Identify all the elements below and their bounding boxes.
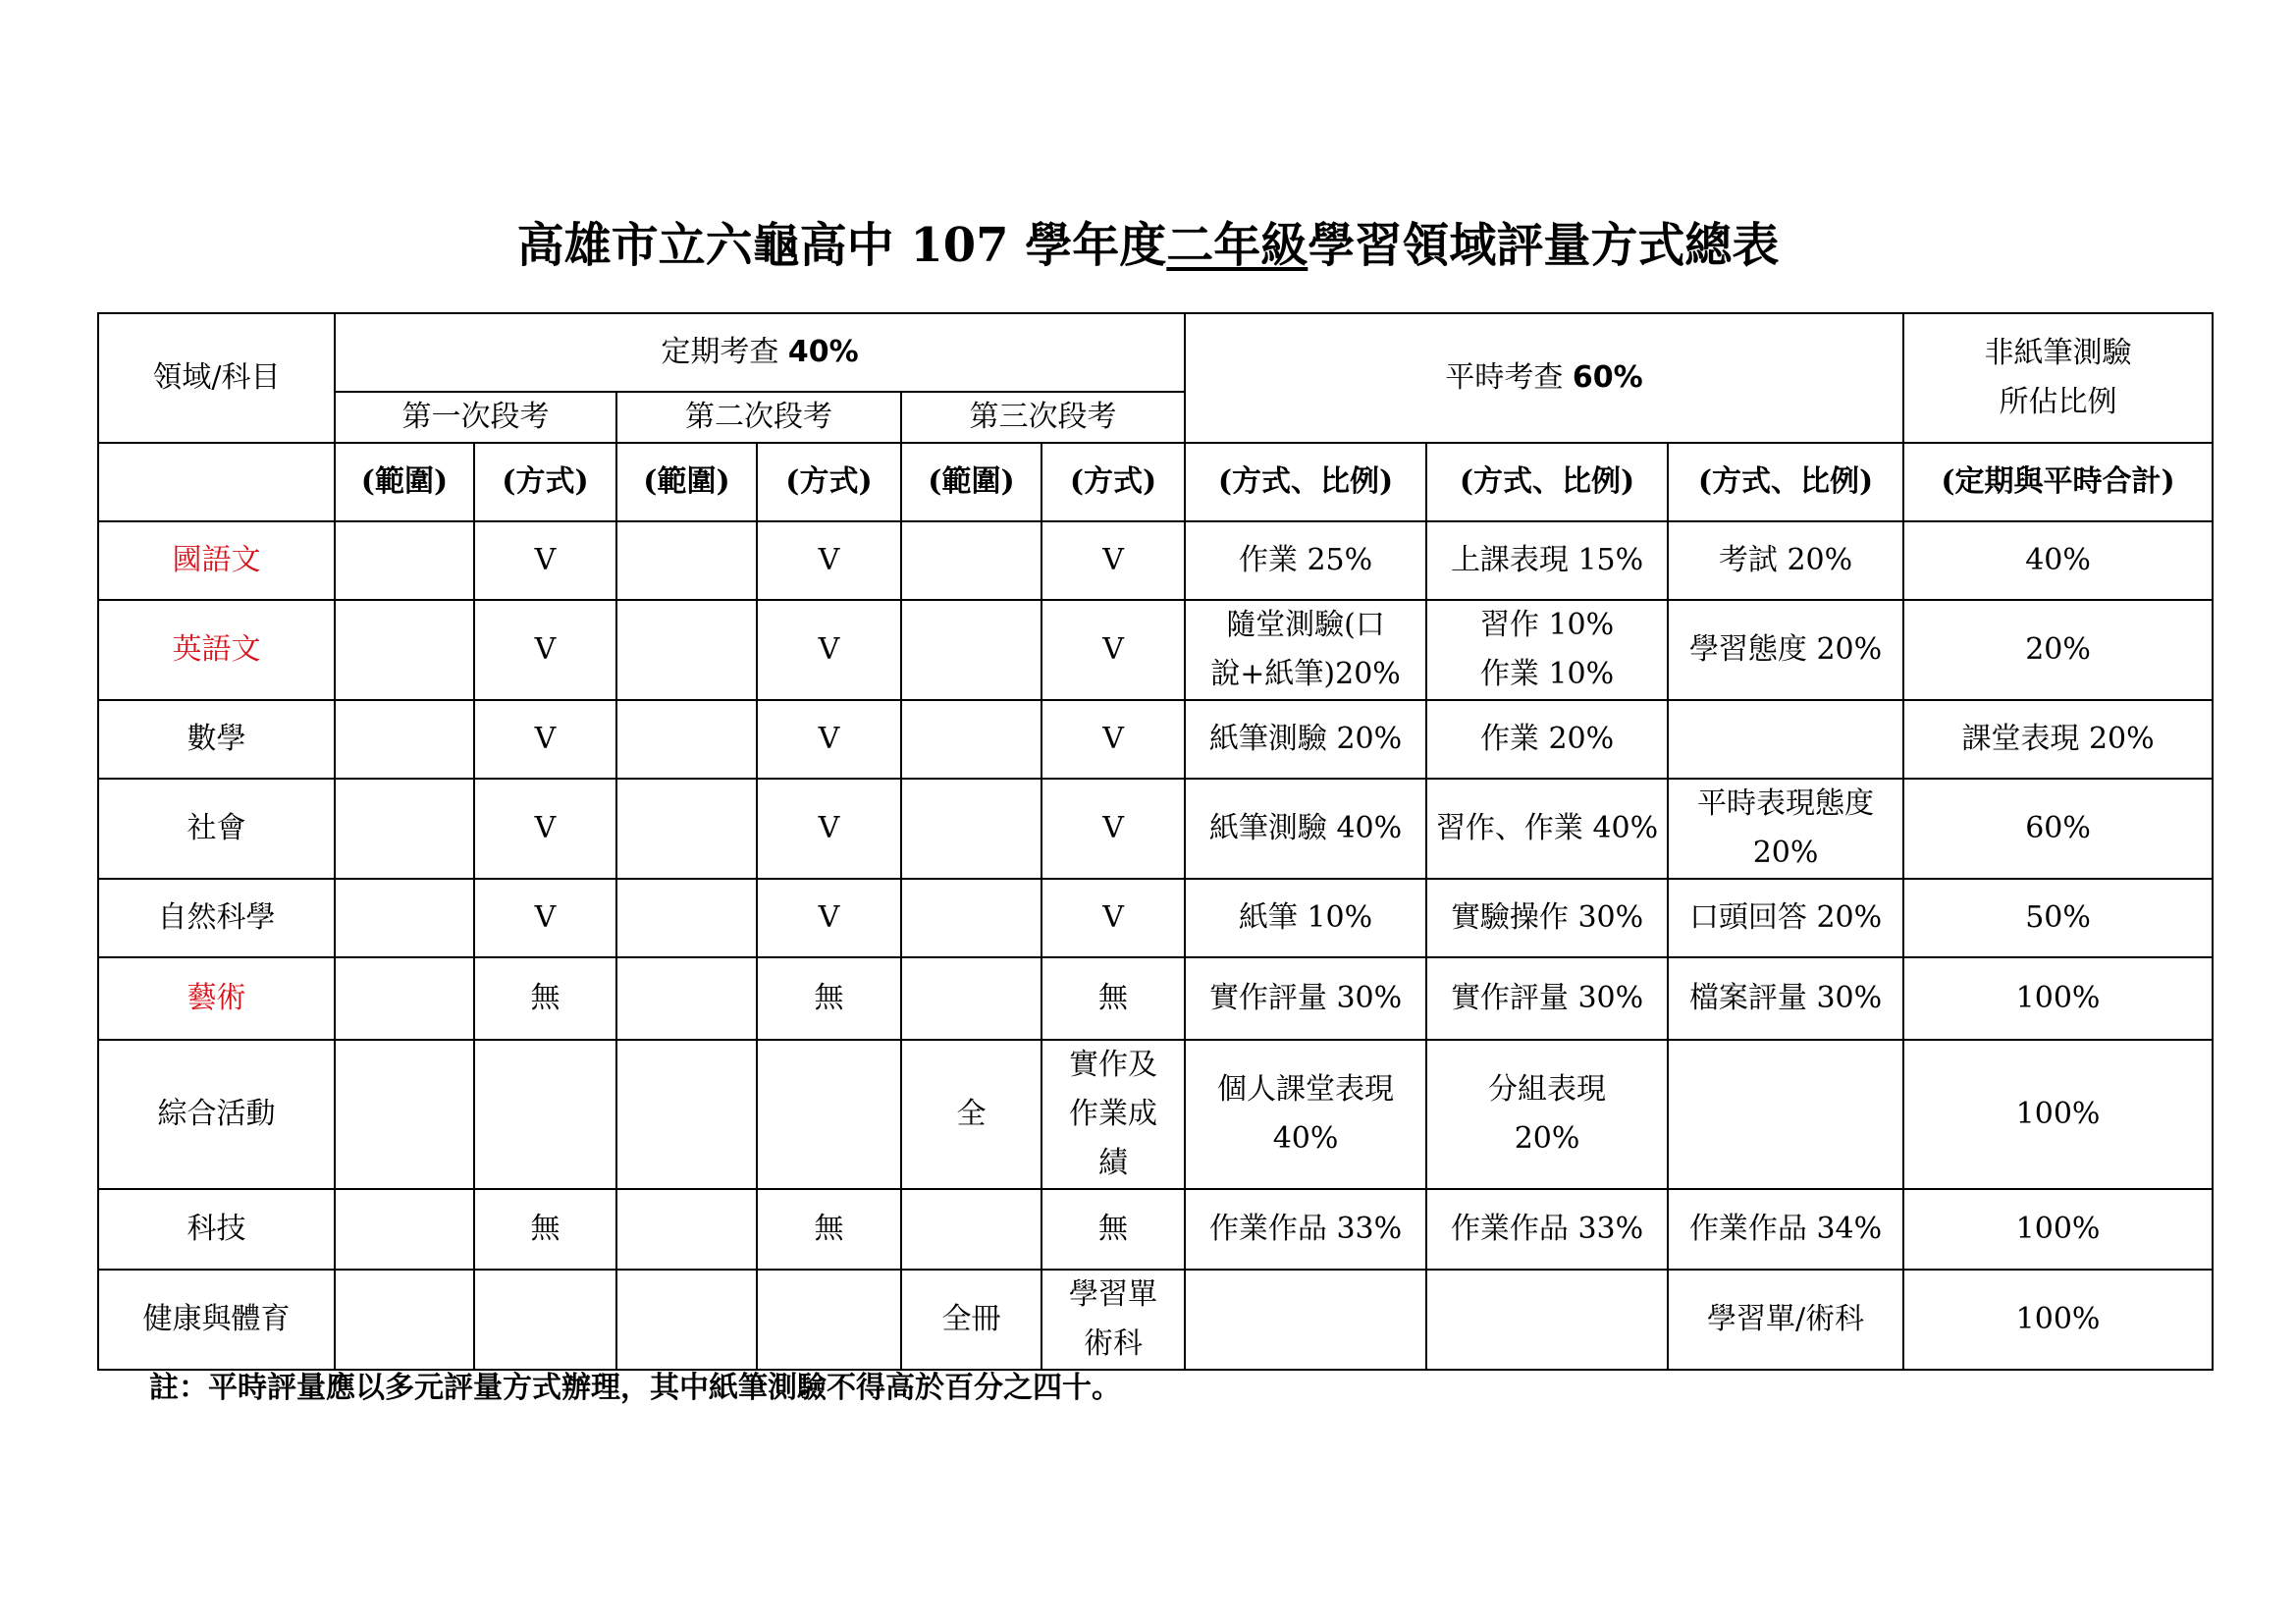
table-cell xyxy=(616,1040,757,1189)
table-cell: 考試 20% xyxy=(1668,521,1903,600)
table-cell: 作業作品 33% xyxy=(1185,1189,1426,1270)
table-cell: V xyxy=(474,779,616,879)
subheader-range: (範圍) xyxy=(335,443,474,521)
table-cell xyxy=(335,779,474,879)
table-cell xyxy=(335,957,474,1040)
table-cell: 作業 25% xyxy=(1185,521,1426,600)
subject-cell: 藝術 xyxy=(98,957,335,1040)
table-cell: 實作評量 30% xyxy=(1426,957,1668,1040)
table-cell xyxy=(616,700,757,779)
title-suffix: 學習領域評量方式總表 xyxy=(1308,218,1780,273)
table-row xyxy=(98,1270,2213,1370)
table-cell xyxy=(901,700,1041,779)
subject-cell: 英語文 xyxy=(98,600,335,700)
assessment-table xyxy=(97,312,2214,1371)
table-cell: 學習單/術科 xyxy=(1668,1270,1903,1370)
title-grade: 二年級 xyxy=(1166,218,1308,273)
table-cell xyxy=(616,521,757,600)
table-cell: 作業作品 33% xyxy=(1426,1189,1668,1270)
subheader-range: (範圍) xyxy=(901,443,1041,521)
subheader-method-ratio: (方式、比例) xyxy=(1668,443,1903,521)
exam-1-header: 第一次段考 xyxy=(335,392,616,443)
table-cell xyxy=(901,521,1041,600)
table-cell xyxy=(335,600,474,700)
table-cell: 20% xyxy=(1903,600,2213,700)
domain-header: 領域/科目 xyxy=(98,313,335,443)
table-cell xyxy=(474,1040,616,1189)
table-cell: V xyxy=(757,521,901,600)
table-cell: 習作 10% 作業 10% xyxy=(1426,600,1668,700)
table-cell xyxy=(757,1270,901,1370)
table-cell: 100% xyxy=(1903,1040,2213,1189)
title-prefix: 高雄市立六龜高中 107 學年度 xyxy=(516,218,1167,273)
table-cell xyxy=(616,1189,757,1270)
table-row xyxy=(98,521,2213,600)
table-cell xyxy=(1185,1270,1426,1370)
table-cell: V xyxy=(757,600,901,700)
subheader-range: (範圍) xyxy=(616,443,757,521)
table-cell: V xyxy=(1041,700,1185,779)
table-cell: 無 xyxy=(1041,957,1185,1040)
table-cell: 無 xyxy=(757,1189,901,1270)
table-row xyxy=(98,957,2213,1040)
table-cell xyxy=(1668,1040,1903,1189)
subject-cell: 健康與體育 xyxy=(98,1270,335,1370)
table-cell: 平時表現態度 20% xyxy=(1668,779,1903,879)
table-cell xyxy=(1426,1270,1668,1370)
table-cell: 40% xyxy=(1903,521,2213,600)
table-cell: V xyxy=(1041,600,1185,700)
exam-3-header: 第三次段考 xyxy=(901,392,1185,443)
table-cell: 全 xyxy=(901,1040,1041,1189)
table-cell: 上課表現 15% xyxy=(1426,521,1668,600)
table-cell: 個人課堂表現 40% xyxy=(1185,1040,1426,1189)
subject-cell: 社會 xyxy=(98,779,335,879)
table-cell xyxy=(901,1189,1041,1270)
table-row xyxy=(98,1189,2213,1270)
table-cell: 無 xyxy=(757,957,901,1040)
periodic-exam-percent: 40% xyxy=(787,335,859,369)
table-cell xyxy=(901,879,1041,957)
table-cell xyxy=(616,1270,757,1370)
daily-exam-percent: 60% xyxy=(1572,360,1643,395)
table-cell: 分組表現 20% xyxy=(1426,1040,1668,1189)
nonpaper-header xyxy=(1903,313,2213,443)
table-row xyxy=(98,779,2213,879)
table-cell xyxy=(1668,700,1903,779)
document-title xyxy=(0,214,2296,277)
table-cell: 口頭回答 20% xyxy=(1668,879,1903,957)
table-row xyxy=(98,1040,2213,1189)
table-cell xyxy=(616,600,757,700)
subject-cell: 自然科學 xyxy=(98,879,335,957)
exam-2-header: 第二次段考 xyxy=(616,392,901,443)
periodic-exam-header xyxy=(335,313,1185,392)
table-cell xyxy=(901,600,1041,700)
table-cell xyxy=(757,1040,901,1189)
table-row xyxy=(98,600,2213,700)
table-cell xyxy=(335,700,474,779)
subject-cell: 綜合活動 xyxy=(98,1040,335,1189)
table-cell xyxy=(335,1040,474,1189)
table-cell: V xyxy=(757,879,901,957)
table-cell: 作業作品 34% xyxy=(1668,1189,1903,1270)
table-cell: 課堂表現 20% xyxy=(1903,700,2213,779)
table-cell: 100% xyxy=(1903,1189,2213,1270)
table-cell: 學習單 術科 xyxy=(1041,1270,1185,1370)
table-cell xyxy=(335,1189,474,1270)
table-body xyxy=(98,521,2213,1370)
daily-exam-label: 平時考查 xyxy=(1445,360,1564,395)
table-cell xyxy=(616,779,757,879)
nonpaper-line2: 所佔比例 xyxy=(1999,385,2117,419)
table-cell xyxy=(335,521,474,600)
footnote: 註：平時評量應以多元評量方式辦理，其中紙筆測驗不得高於百分之四十。 xyxy=(149,1371,1121,1405)
table-cell: V xyxy=(474,700,616,779)
table-cell xyxy=(901,779,1041,879)
table-cell: 100% xyxy=(1903,1270,2213,1370)
table-cell: V xyxy=(1041,879,1185,957)
table-cell: 無 xyxy=(1041,1189,1185,1270)
subheader-method-ratio: (方式、比例) xyxy=(1426,443,1668,521)
table-cell xyxy=(616,957,757,1040)
table-cell: V xyxy=(474,879,616,957)
table-cell: 檔案評量 30% xyxy=(1668,957,1903,1040)
subheader-combined: (定期與平時合計) xyxy=(1903,443,2213,521)
table-cell: 50% xyxy=(1903,879,2213,957)
daily-exam-header xyxy=(1185,313,1903,443)
table-cell: V xyxy=(474,600,616,700)
table-cell: 紙筆測驗 40% xyxy=(1185,779,1426,879)
subject-cell: 國語文 xyxy=(98,521,335,600)
table-cell: 實驗操作 30% xyxy=(1426,879,1668,957)
subheader-method: (方式) xyxy=(1041,443,1185,521)
table-cell xyxy=(474,1270,616,1370)
table-cell: 作業 20% xyxy=(1426,700,1668,779)
periodic-exam-label: 定期考查 xyxy=(661,335,779,369)
subject-cell: 數學 xyxy=(98,700,335,779)
subheader-method: (方式) xyxy=(474,443,616,521)
table-cell: V xyxy=(1041,521,1185,600)
table-cell xyxy=(335,1270,474,1370)
table-cell: V xyxy=(757,779,901,879)
table-cell: 100% xyxy=(1903,957,2213,1040)
table-cell: 隨堂測驗(口 說+紙筆)20% xyxy=(1185,600,1426,700)
table-cell xyxy=(335,879,474,957)
table-cell: 紙筆測驗 20% xyxy=(1185,700,1426,779)
table-cell: V xyxy=(757,700,901,779)
table-cell: 實作評量 30% xyxy=(1185,957,1426,1040)
table-cell: 無 xyxy=(474,957,616,1040)
table-cell xyxy=(616,879,757,957)
table-cell: 習作、作業 40% xyxy=(1426,779,1668,879)
table-cell: 實作及 作業成 績 xyxy=(1041,1040,1185,1189)
subject-cell: 科技 xyxy=(98,1189,335,1270)
table-cell: 無 xyxy=(474,1189,616,1270)
table-cell: 學習態度 20% xyxy=(1668,600,1903,700)
table-row xyxy=(98,700,2213,779)
table-cell: V xyxy=(474,521,616,600)
subheader-method: (方式) xyxy=(757,443,901,521)
table-cell xyxy=(901,957,1041,1040)
table-cell: 紙筆 10% xyxy=(1185,879,1426,957)
subheader-method-ratio: (方式、比例) xyxy=(1185,443,1426,521)
table-cell: 60% xyxy=(1903,779,2213,879)
subheader-blank xyxy=(98,443,335,521)
table-row xyxy=(98,879,2213,957)
nonpaper-line1: 非紙筆測驗 xyxy=(1984,336,2132,370)
table-cell: 全冊 xyxy=(901,1270,1041,1370)
table-cell: V xyxy=(1041,779,1185,879)
